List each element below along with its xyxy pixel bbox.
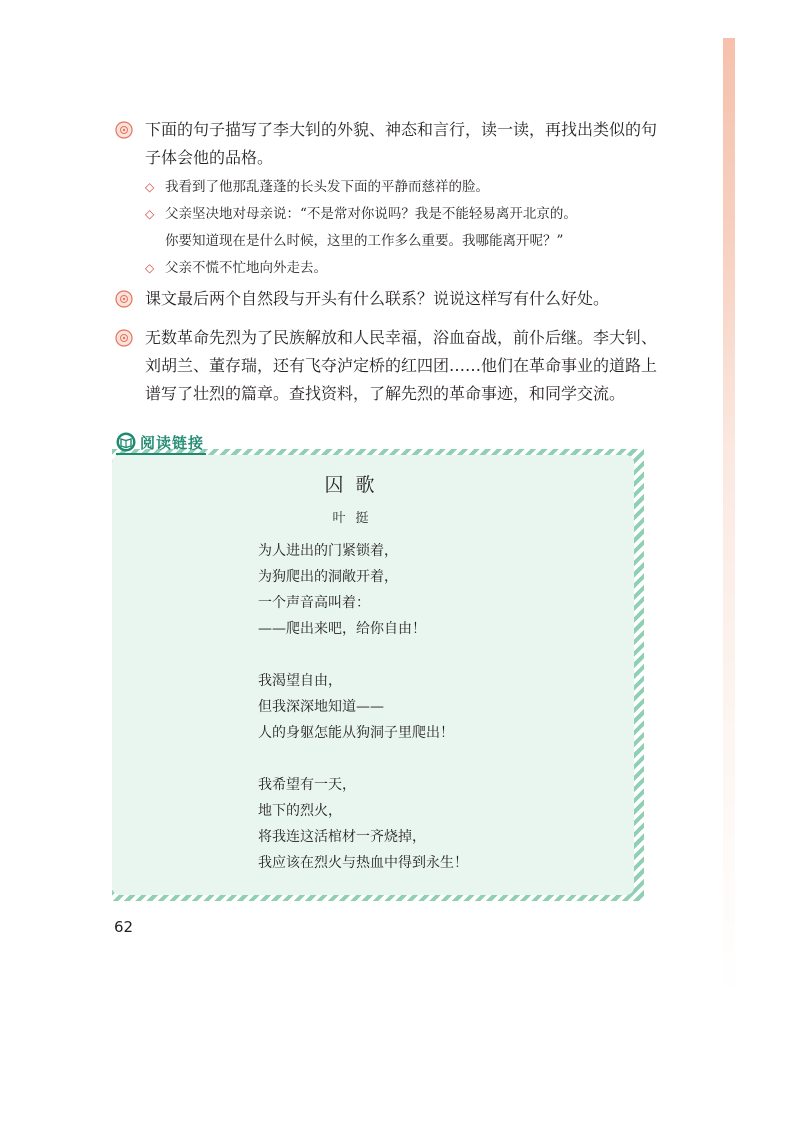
poem-line: ——爬出来吧，给你自由！	[258, 621, 426, 637]
example-item	[145, 255, 645, 282]
question-1	[115, 116, 658, 172]
question-3-line-1: 无数革命先烈为了民族解放和人民幸福，浴血奋战，前仆后继。李大钊、	[145, 328, 658, 347]
flower-bullet-icon	[115, 290, 133, 308]
question-2-line-1: 课文最后两个自然段与开头有什么联系？说说这样写有什么好处。	[145, 289, 610, 308]
poem-line: 我应该在烈火与热血中得到永生！	[258, 855, 468, 871]
flower-bullet-icon	[115, 329, 133, 347]
flower-bullet-icon	[115, 121, 133, 139]
reading-link-underline	[116, 453, 206, 455]
question-3-line-3: 谱写了壮烈的篇章。查找资料，了解先烈的革命事迹，和同学交流。	[145, 384, 626, 403]
example-3-line-1: 父亲不慌不忙地向外走去。	[165, 260, 327, 276]
poem-line: 地下的烈火，	[258, 803, 342, 819]
poem-line: 为人进出的门紧锁着，	[258, 543, 398, 559]
poem-author: 叶挺	[332, 511, 379, 526]
question-1-line-2: 子体会他的品格。	[145, 148, 274, 167]
poem-line: 但我深深地知道——	[258, 699, 384, 715]
reading-link-label: 阅读链接	[140, 433, 205, 452]
question-3	[115, 324, 658, 408]
poem-title: 囚歌	[324, 474, 387, 496]
question-3-line-2: 刘胡兰、董存瑞，还有飞夺泸定桥的红四团……他们在革命事业的道路上	[145, 356, 658, 375]
page-edge-tab	[723, 38, 735, 998]
poem-line: 我希望有一天，	[258, 777, 356, 793]
poem-line: 我渴望自由，	[258, 673, 342, 689]
question-1-line-1: 下面的句子描写了李大钊的外貌、神态和言行，读一读，再找出类似的句	[145, 120, 658, 139]
question-2	[115, 285, 645, 313]
poem-line: 人的身躯怎能从狗洞子里爬出！	[258, 725, 454, 741]
poem-body	[258, 538, 468, 876]
book-icon	[116, 432, 136, 452]
diamond-bullet-icon: ◇	[145, 261, 155, 275]
reading-link-header	[116, 431, 204, 453]
example-1-line-1: 我看到了他那乱蓬蓬的长头发下面的平静而慈祥的脸。	[165, 179, 489, 195]
poem-line: 为狗爬出的洞敞开着，	[258, 569, 398, 585]
diamond-bullet-icon: ◇	[145, 180, 155, 194]
diamond-bullet-icon: ◇	[145, 207, 155, 221]
example-sentences	[145, 174, 645, 282]
page-number: 62	[114, 918, 134, 936]
example-item	[145, 201, 645, 228]
example-2-line-1: 父亲坚决地对母亲说：“不是常对你说吗？我是不能轻易离开北京的。	[165, 206, 577, 222]
example-2-line-2: 你要知道现在是什么时候，这里的工作多么重要。我哪能离开呢？”	[165, 233, 564, 249]
example-item	[145, 174, 645, 201]
poem-line: 一个声音高叫着：	[258, 595, 370, 611]
poem-line: 将我连这活棺材一齐烧掉，	[258, 829, 426, 845]
